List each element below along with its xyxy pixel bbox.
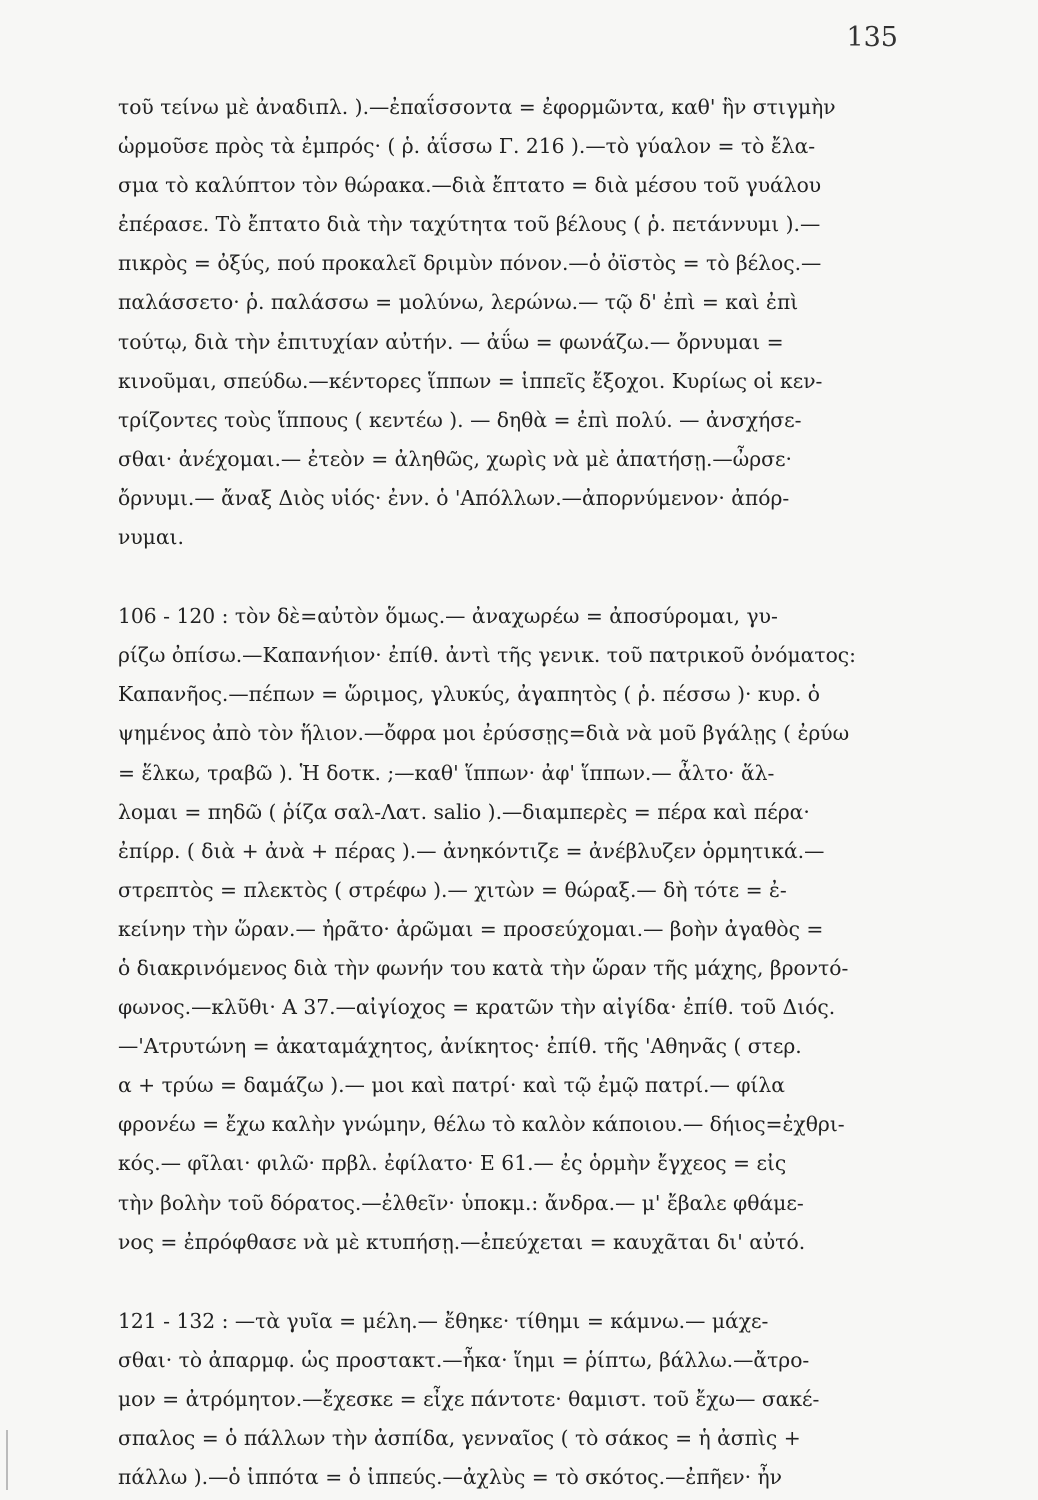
text-line: κείνην τὴν ὥραν.— ἠρᾶτο· ἀρῶμαι = προσεύχομαι.— βοὴν ἀγαθὸς = [118, 916, 824, 941]
text-line: σθαι· ἀνέχομαι.— ἐτεὸν = ἀληθῶς, χωρὶς νὰ μὲ ἀπατήσῃ.—ὦρσε· [118, 446, 792, 471]
text-line: 121 - 132 : —τὰ γυῖα = μέλη.— ἔθηκε· τίθημι = κάμνω.— μάχε- [118, 1308, 769, 1333]
commentary-text [118, 88, 910, 1497]
text-line: α + τρύω = δαμάζω ).— μοι καὶ πατρί· καὶ τῷ ἐμῷ πατρί.— φίλα [118, 1073, 785, 1098]
paragraph-3 [118, 1302, 910, 1497]
text-line: κός.— φῖλαι· φιλῶ· πρβλ. ἐφίλατο· Ε 61.— ἐς ὁρμὴν ἔγχεος = εἰς [118, 1151, 787, 1176]
text-line: σμα τὸ καλύπτον τὸν θώρακα.—διὰ ἔπτατο = διὰ μέσου τοῦ γυάλου [118, 173, 822, 198]
text-line: πικρὸς = ὀξύς, πού προκαλεῖ δριμὺν πόνον.—ὁ ὀϊστὸς = τὸ βέλος.— [118, 251, 822, 276]
paragraph-gap [118, 1262, 910, 1302]
text-line: ὁ διακρινόμενος διὰ τὴν φωνήν του κατὰ τὴν ὥραν τῆς μάχης, βροντό- [118, 955, 849, 980]
text-line: τὴν βολὴν τοῦ δόρατος.—ἐλθεῖν· ὑποκμ.: ἄνδρα.— μ' ἔβαλε φθάμε- [118, 1190, 804, 1215]
text-line: τρίζοντες τοὺς ἵππους ( κεντέω ). — δηθὰ = ἐπὶ πολύ. — ἀνσχήσε- [118, 407, 802, 432]
text-line: —'Ατρυτώνη = ἀκαταμάχητος, ἀνίκητος· ἐπίθ. τῆς 'Αθηνᾶς ( στερ. [118, 1034, 802, 1059]
text-line: ὄρνυμι.— ἄναξ Διὸς υἱός· ἐνν. ὁ 'Απόλλων.—ἀπορνύμενον· ἀπόρ- [118, 485, 790, 510]
text-line: σθαι· τὸ ἀπαρμφ. ὡς προστακτ.—ἧκα· ἵημι = ῥίπτω, βάλλω.—ἄτρο- [118, 1347, 810, 1372]
page-number: 135 [846, 22, 898, 53]
text-line: κινοῦμαι, σπεύδω.—κέντορες ἵππων = ἱππεῖς ἔξοχοι. Κυρίως οἱ κεν- [118, 368, 823, 393]
text-line: φρονέω = ἔχω καλὴν γνώμην, θέλω τὸ καλὸν κάποιου.— δήιος=ἐχθρι- [118, 1112, 845, 1137]
text-line: πάλλω ).—ὁ ἱππότα = ὁ ἱππεύς.—ἀχλὺς = τὸ σκότος.—ἐπῆεν· ἦν [118, 1465, 782, 1490]
text-line: ψημένος ἀπὸ τὸν ἥλιον.—ὄφρα μοι ἐρύσσῃς=διὰ νὰ μοῦ βγάλῃς ( ἐρύω [118, 721, 850, 746]
text-line: τοῦ τείνω μὲ ἀναδιπλ. ).—ἐπαΐσσοντα = ἐφορμῶντα, καθ' ἣν στιγμὴν [118, 95, 836, 119]
text-line: σπαλος = ὁ πάλλων τὴν ἀσπίδα, γενναῖος ( τὸ σάκος = ἡ ἀσπὶς + [118, 1426, 801, 1450]
text-line: = ἕλκω, τραβῶ ). Ἡ δοτκ. ;—καθ' ἵππων· ἀφ' ἵππων.— ἆλτο· ἅλ- [118, 760, 775, 785]
text-line: μον = ἀτρόμητον.—ἔχεσκε = εἶχε πάντοτε· θαμιστ. τοῦ ἔχω— σακέ- [118, 1386, 820, 1411]
text-line: ἐπίρρ. ( διὰ + ἀνὰ + πέρας ).— ἀνηκόντιζε = ἀνέβλυζεν ὁρμητικά.— [118, 838, 825, 863]
text-line: στρεπτὸς = πλεκτὸς ( στρέφω ).— χιτὼν = θώραξ.— δὴ τότε = ἐ- [118, 877, 787, 902]
text-line: φωνος.—κλῦθι· Α 37.—αἰγίοχος = κρατῶν τὴν αἰγίδα· ἐπίθ. τοῦ Διός. [118, 995, 836, 1020]
text-line: ὡρμοῦσε πρὸς τὰ ἐμπρός· ( ῥ. ἀΐσσω Γ. 216 ).—τὸ γύαλον = τὸ ἔλα- [118, 134, 816, 159]
text-line: ἐπέρασε. Τὸ ἔπτατο διὰ τὴν ταχύτητα τοῦ βέλους ( ῥ. πετάννυμι ).— [118, 212, 821, 237]
text-line: παλάσσετο· ῥ. παλάσσω = μολύνω, λερώνω.— τῷ δ' ἐπὶ = καὶ ἐπὶ [118, 290, 799, 315]
page-edge-mark [6, 1430, 8, 1490]
text-line: ρίζω ὀπίσω.—Καπανήιον· ἐπίθ. ἀντὶ τῆς γενικ. τοῦ πατρικοῦ ὀνόματος: [118, 643, 856, 668]
text-line: νυμαι. [118, 525, 184, 550]
text-line: λομαι = πηδῶ ( ῥίζα σαλ-Λατ. salio ).—διαμπερὲς = πέρα καὶ πέρα· [118, 799, 810, 824]
text-line: τούτῳ, διὰ τὴν ἐπιτυχίαν αὐτήν. — ἀΰω = φωνάζω.— ὄρνυμαι = [118, 329, 784, 354]
text-line: Καπανῆος.—πέπων = ὥριμος, γλυκύς, ἀγαπητὸς ( ῥ. πέσσω )· κυρ. ὁ [118, 682, 820, 707]
paragraph-1 [118, 88, 910, 557]
text-line: 106 - 120 : τὸν δὲ=αὐτὸν ὅμως.— ἀναχωρέω = ἀποσύρομαι, γυ- [118, 604, 778, 629]
paragraph-gap [118, 557, 910, 597]
paragraph-2 [118, 597, 910, 1262]
text-line: νος = ἐπρόφθασε νὰ μὲ κτυπήσῃ.—ἐπεύχεται = καυχᾶται δι' αὐτό. [118, 1229, 806, 1254]
